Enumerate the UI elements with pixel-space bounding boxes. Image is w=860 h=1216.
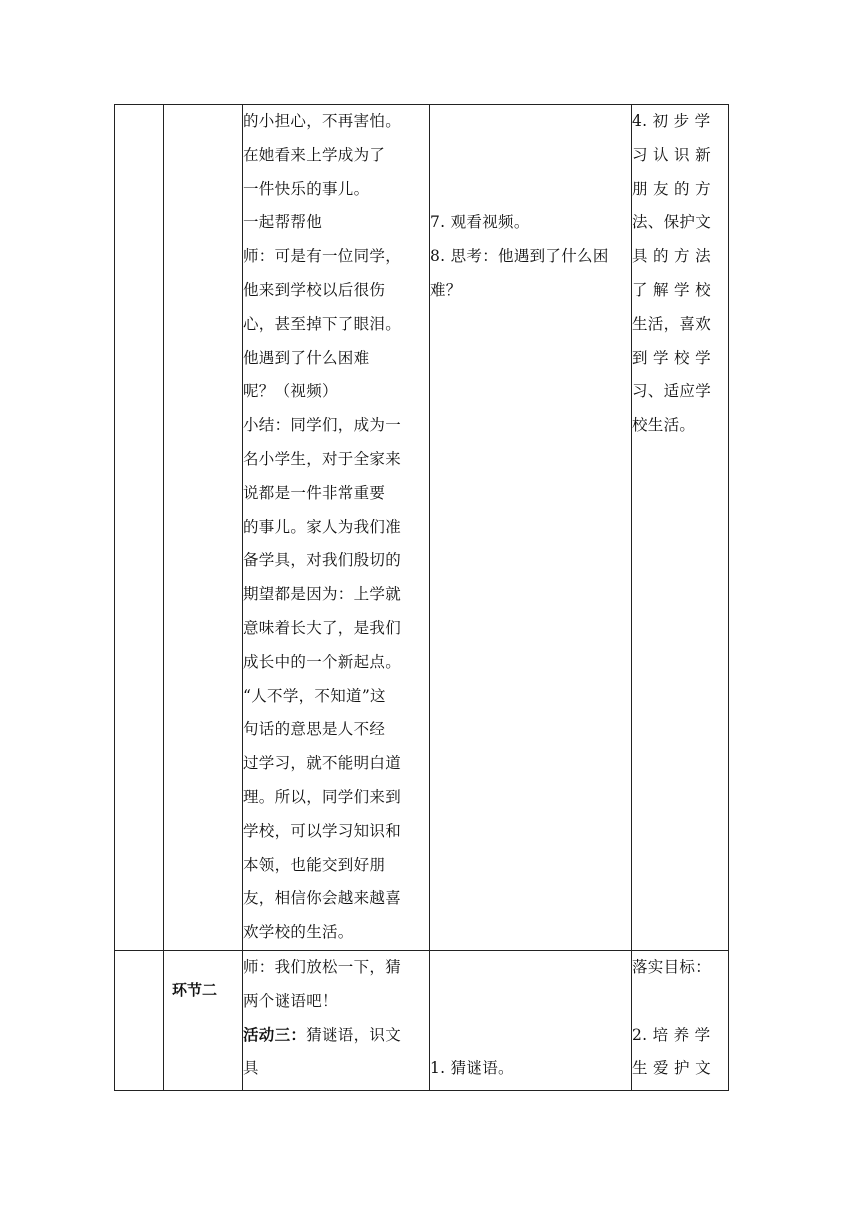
activity-text: 猜谜语，识文 <box>306 1025 402 1044</box>
text-line: 到 学 校 学 <box>632 348 711 367</box>
design-intent-cell <box>632 950 729 1090</box>
text-line: 句话的意思是人不经 <box>243 720 386 739</box>
text-line: 习、适应学 <box>632 382 712 401</box>
text-line: 意味着长大了，是我们 <box>243 618 402 637</box>
text-line: 具 的 方 法 <box>632 247 711 266</box>
text-line: 具 <box>243 1059 259 1078</box>
goal-title: 落实目标： <box>632 957 712 976</box>
text-line: 朋 友 的 方 <box>632 179 711 198</box>
student-activity-cell <box>430 105 632 951</box>
text-line: 学校，可以学习知识和 <box>243 821 402 840</box>
text-line: 一件快乐的事儿。 <box>243 179 370 198</box>
text-line: 友，相信你会越来越喜 <box>243 889 402 908</box>
empty-cell <box>115 105 164 951</box>
student-activity-cell <box>430 950 632 1090</box>
text-line: 他来到学校以后很伤 <box>243 280 386 299</box>
text-line: 呢？（视频） <box>243 382 338 401</box>
text-line: 7. 观看视频。 <box>430 213 530 232</box>
design-intent-cell <box>632 105 729 951</box>
text-line: 师：可是有一位同学， <box>243 247 402 266</box>
text-line: 本领，也能交到好朋 <box>243 855 386 874</box>
lesson-plan-table <box>114 104 729 1091</box>
section-cell <box>164 950 243 1090</box>
table-row <box>115 105 729 951</box>
activity-line <box>243 1019 429 1053</box>
text-line: 的小担心，不再害怕。 <box>243 112 402 130</box>
text-line: 在她看来上学成为了 <box>243 145 386 164</box>
text-line: 过学习，就不能明白道 <box>243 754 402 773</box>
text-line: 欢学校的生活。 <box>243 923 354 942</box>
text-line: 一起帮帮他 <box>243 213 323 232</box>
text-line: 4. 初 步 学 <box>632 112 711 130</box>
text-line: 两个谜语吧！ <box>243 991 338 1010</box>
text-line: 法、保护文 <box>632 213 712 232</box>
text-line: 生活，喜欢 <box>632 314 712 333</box>
table-row <box>115 950 729 1090</box>
text-line: 期望都是因为：上学就 <box>243 585 402 604</box>
text-line: 理。所以，同学们来到 <box>243 787 402 806</box>
text-line: 校生活。 <box>632 416 696 435</box>
empty-cell <box>115 950 164 1090</box>
teacher-activity-cell <box>243 105 430 951</box>
section-cell <box>164 105 243 951</box>
text-line: 师：我们放松一下，猜 <box>243 957 402 976</box>
text-line: 备学具，对我们殷切的 <box>243 551 402 570</box>
teacher-activity-cell <box>243 950 430 1090</box>
text-line: 难？ <box>430 280 462 299</box>
text-line: 习 认 识 新 <box>632 145 711 164</box>
text-line: 的事儿。家人为我们准 <box>243 517 402 536</box>
text-line: 小结：同学们，成为一 <box>243 416 402 435</box>
text-line: 生 爱 护 文 <box>632 1059 711 1078</box>
text-line: 8. 思考：他遇到了什么困 <box>430 247 609 266</box>
text-line: 成长中的一个新起点。 <box>243 652 402 671</box>
text-line: 了 解 学 校 <box>632 280 711 299</box>
text-line: 他遇到了什么困难 <box>243 348 370 367</box>
section-label: 环节二 <box>172 980 218 999</box>
text-line: 1. 猜谜语。 <box>430 1059 514 1078</box>
text-line: “人不学，不知道”这 <box>243 686 386 705</box>
text-line: 心，甚至掉下了眼泪。 <box>243 314 402 333</box>
text-line: 名小学生，对于全家来 <box>243 449 402 468</box>
activity-label: 活动三： <box>243 1025 307 1044</box>
text-line: 2. 培 养 学 <box>632 1025 711 1044</box>
text-line: 说都是一件非常重要 <box>243 483 386 502</box>
